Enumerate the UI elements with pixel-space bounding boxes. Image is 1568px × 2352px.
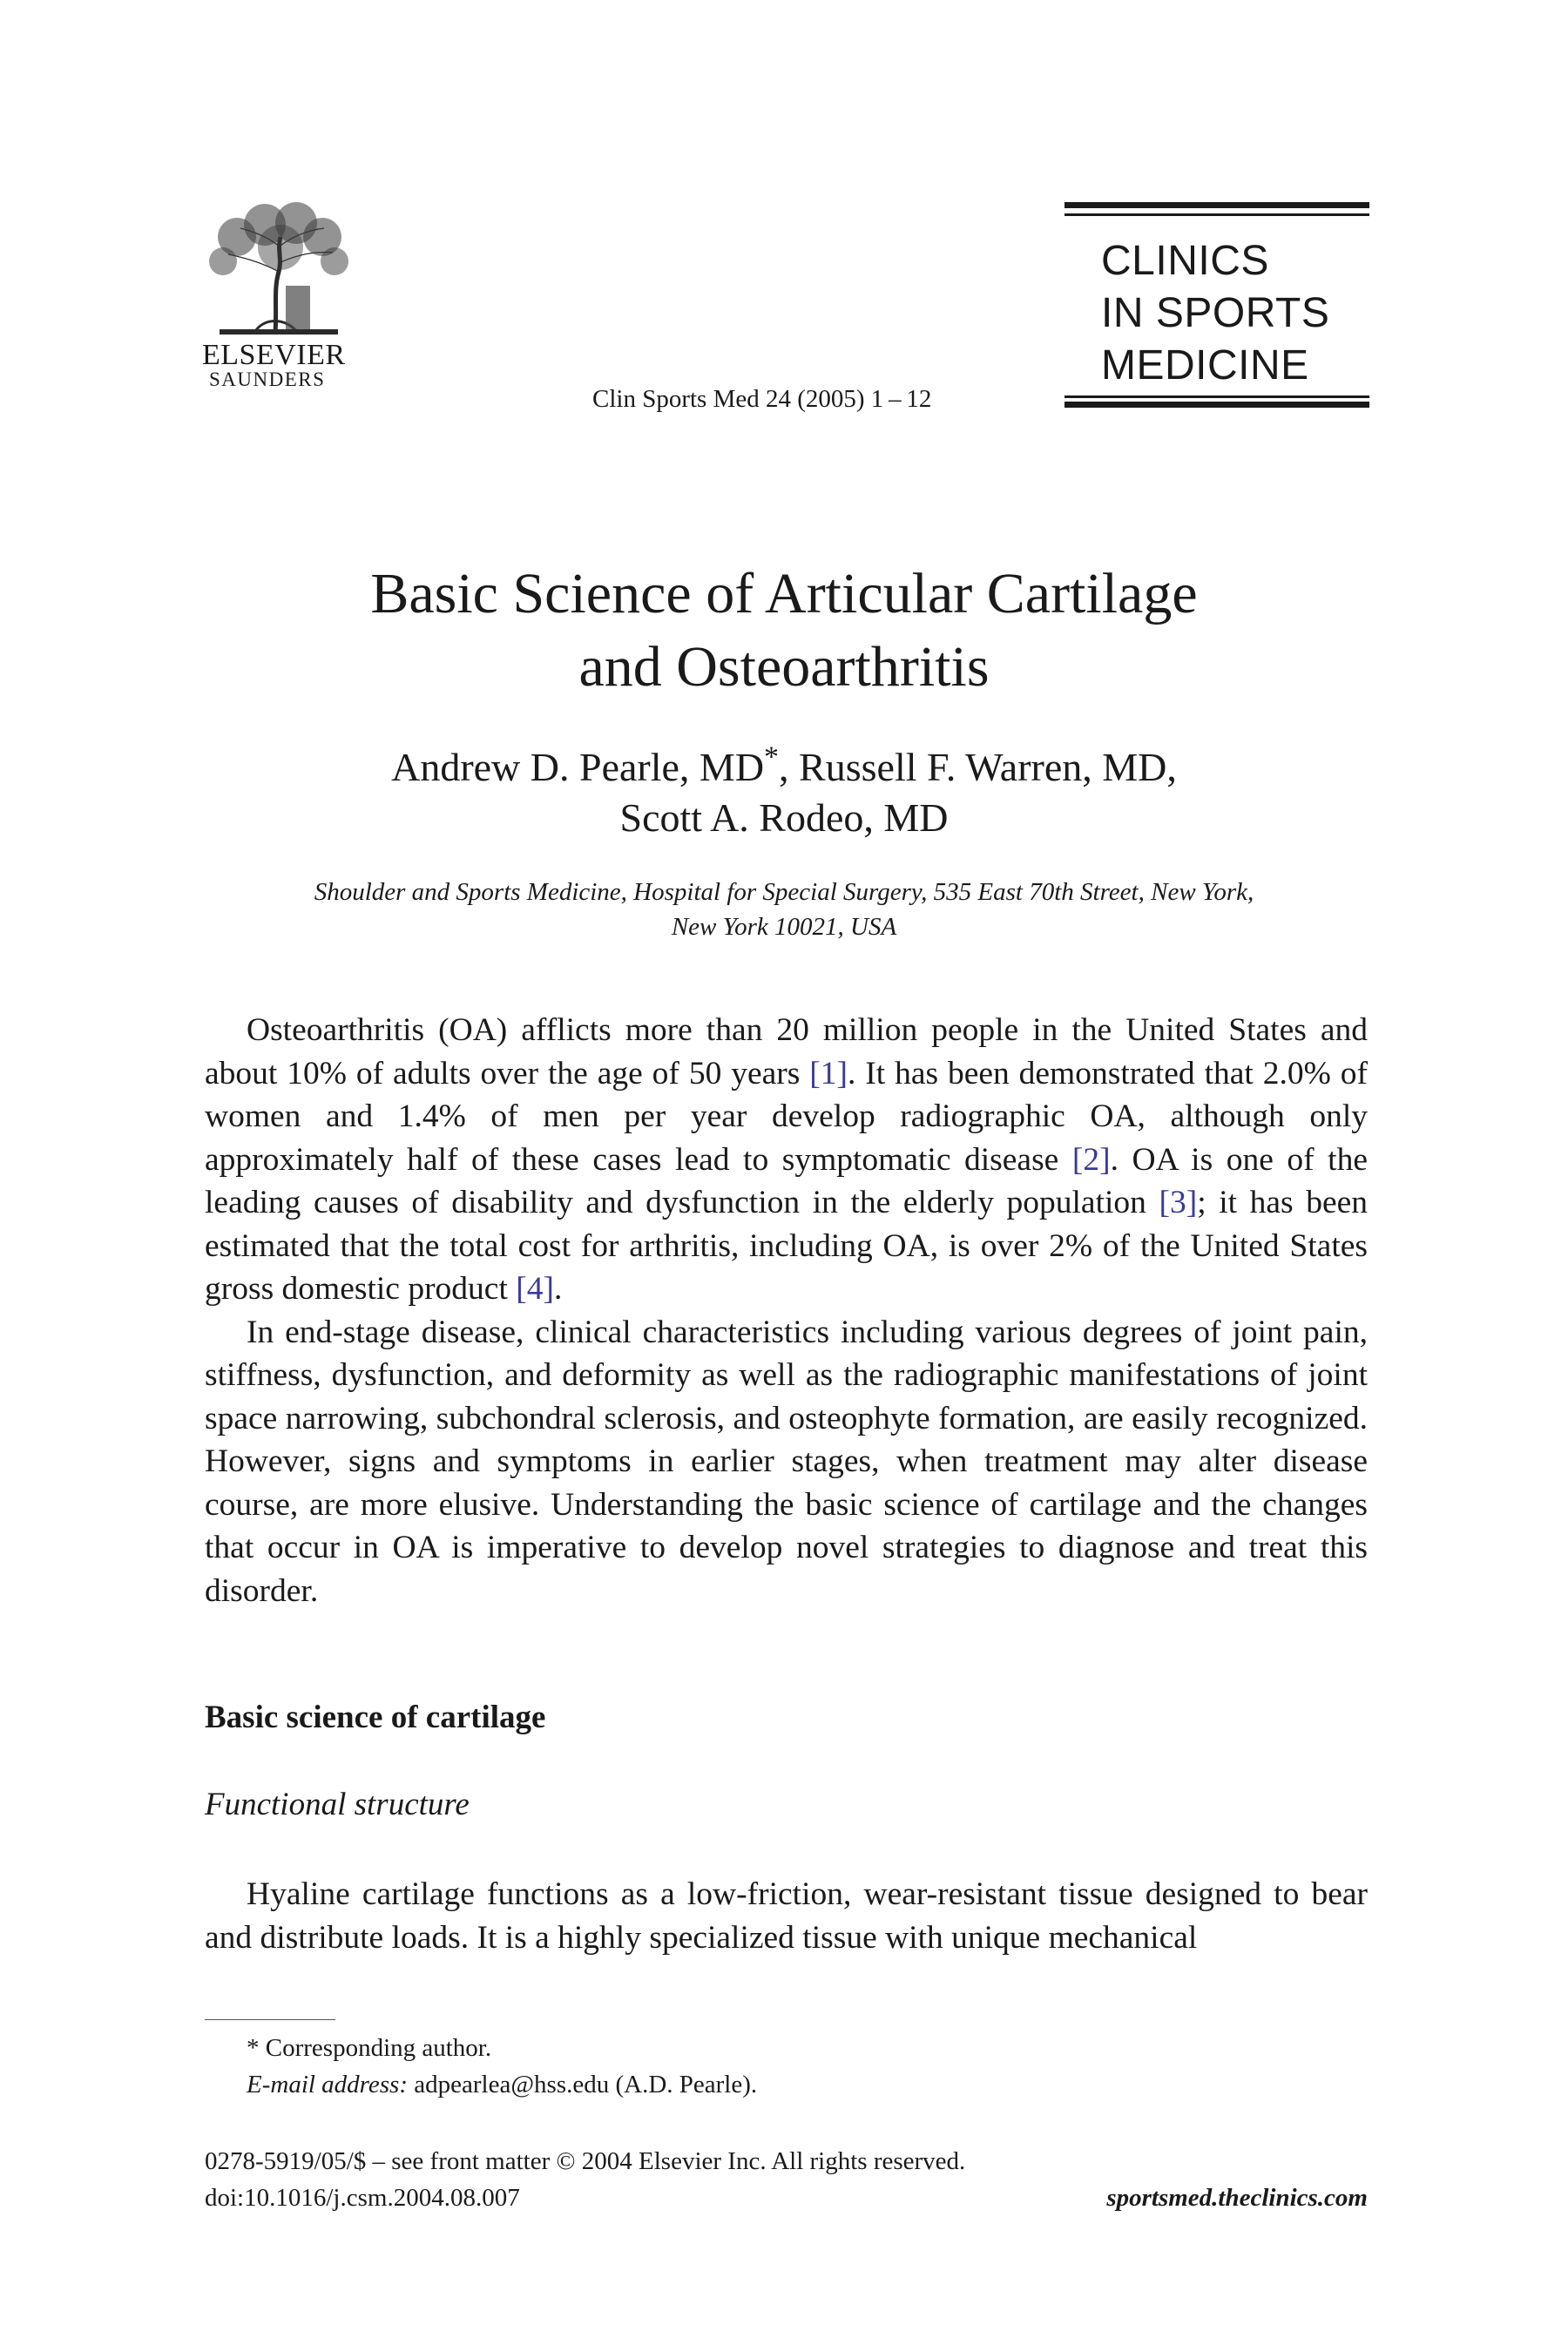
masthead-rule-top-thin — [1064, 213, 1369, 216]
page-footer — [205, 2143, 1368, 2216]
affiliation-line: New York 10021, USA — [671, 913, 897, 941]
footnote-divider — [205, 2019, 335, 2020]
reference-link[interactable]: [4] — [516, 1271, 554, 1307]
footnotes — [205, 2030, 757, 2103]
affiliation-line: Shoulder and Sports Medicine, Hospital for Special Surgery, 535 East 70th Street, New York, — [314, 878, 1254, 906]
author-name: Andrew D. Pearle, MD — [391, 745, 765, 789]
reference-link[interactable]: [3] — [1159, 1185, 1198, 1220]
email-note — [205, 2066, 757, 2103]
article-title-line: and Osteoarthritis — [578, 635, 990, 699]
reference-link[interactable]: [2] — [1071, 1141, 1111, 1178]
author-line — [174, 742, 1394, 793]
masthead-rule-bottom-thin — [1064, 395, 1369, 398]
doi[interactable]: doi:10.1016/j.csm.2004.08.007 — [205, 2184, 520, 2212]
email-address[interactable]: adpearlea@hss.edu (A.D. Pearle). — [408, 2071, 758, 2099]
author-affiliation — [174, 875, 1394, 944]
author-line: Scott A. Rodeo, MD — [619, 795, 949, 840]
author-names: , Russell F. Warren, MD, — [779, 745, 1177, 789]
body-paragraph — [205, 1009, 1368, 1311]
paragraph-text: . OA is one of the leading causes of disability and dysfunction in the elderly population — [205, 1141, 1368, 1220]
masthead-rule-bottom-thick — [1064, 402, 1369, 408]
publisher-logo-block — [202, 202, 359, 390]
journal-masthead — [1064, 202, 1369, 409]
paragraph-text: . It has been demonstrated that 2.0% of women and 1.4% of men per year develop radiographic OA, although only approximately half of these cases lead to symptomatic disease — [205, 1055, 1368, 1178]
body-paragraph: In end-stage disease, clinical characteristics including various degrees of joint pain, stiffness, dysfunction, and deformity as well as the radiographic manifestations of joint space narrowing, subchondral sclerosis, and osteophyte formation, are easily recognized. However, signs and symptoms in earlier stages, when treatment may alter disease course, are more elusive. Understanding the basic science of cartilage and the changes that occur in OA is imperative to develop novel strategies to diagnose and treat this disorder. — [205, 1314, 1368, 1609]
journal-name-line: CLINICS — [1101, 238, 1269, 284]
journal-name — [1101, 235, 1329, 392]
functional-structure-section — [205, 1873, 1368, 1959]
publisher-imprint: SAUNDERS — [209, 368, 326, 390]
masthead-rule-top-thick — [1064, 202, 1369, 208]
corresponding-author-marker[interactable]: * — [764, 740, 780, 774]
elsevier-tree-logo — [202, 202, 352, 340]
publisher-name: ELSEVIER — [202, 339, 346, 371]
copyright-notice: 0278-5919/05/$ – see front matter © 2004 Elsevier Inc. All rights reserved. — [205, 2147, 966, 2175]
corresponding-author-note: * Corresponding author. — [247, 2034, 492, 2062]
paragraph-text: . — [553, 1271, 563, 1307]
article-title — [174, 558, 1394, 704]
journal-name-line: IN SPORTS — [1101, 290, 1330, 336]
journal-citation: Clin Sports Med 24 (2005) 1 – 12 — [592, 385, 932, 413]
email-label: E-mail address: — [247, 2071, 408, 2099]
section-heading: Basic science of cartilage — [205, 1700, 546, 1735]
journal-name-line: MEDICINE — [1101, 342, 1309, 389]
article-title-line: Basic Science of Articular Cartilage — [370, 562, 1198, 625]
footer-row — [205, 2180, 1368, 2216]
paragraph-text: ; it has been estimated that the total cost for arthritis, including OA, is over 2% of the United States gross domestic product — [205, 1185, 1368, 1307]
author-list — [174, 742, 1394, 843]
body-paragraph: Hyaline cartilage functions as a low-friction, wear-resistant tissue designed to bear and distribute loads. It is a highly specialized tissue with unique mechanical — [205, 1876, 1368, 1956]
intro-section — [205, 1009, 1368, 1612]
journal-website-link[interactable]: sportsmed.theclinics.com — [1106, 2184, 1368, 2212]
subsection-heading: Functional structure — [205, 1787, 470, 1822]
paragraph-text: Osteoarthritis (OA) afflicts more than 20 million people in the United States and about 10% of adults over the age of 50 years — [205, 1012, 1368, 1092]
reference-link[interactable]: [1] — [809, 1055, 848, 1092]
